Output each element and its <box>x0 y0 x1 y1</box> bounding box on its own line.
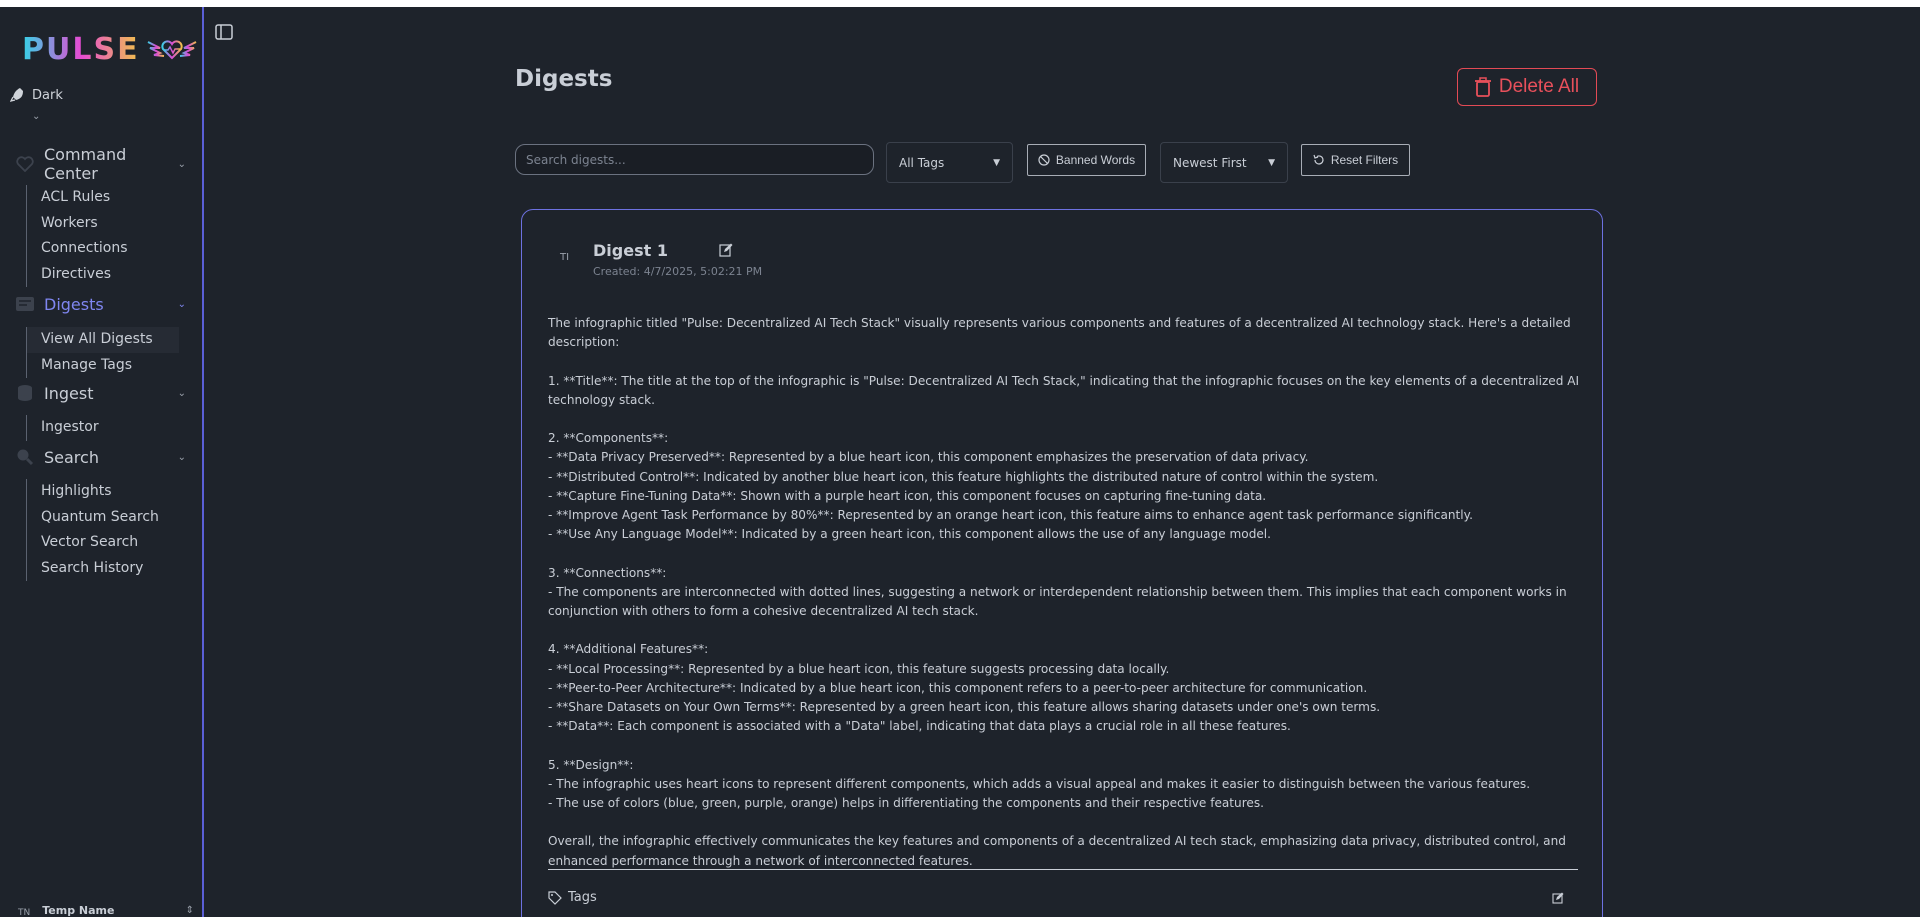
sidebar-item-highlights[interactable]: Highlights <box>41 483 112 499</box>
pulse-logo[interactable] <box>22 29 198 69</box>
line-gap <box>548 544 1580 563</box>
sidebar-section-command-center[interactable] <box>14 145 192 183</box>
page-title: Digests <box>515 66 613 92</box>
section-label: Command Center <box>44 145 127 183</box>
ban-icon <box>1038 154 1050 166</box>
theme-label: Dark <box>32 87 63 103</box>
sidebar-section-digests[interactable] <box>14 291 192 317</box>
digest-line: 4. **Additional Features**: <box>548 642 709 657</box>
reset-icon <box>1313 154 1325 166</box>
command-center-items <box>26 185 179 287</box>
digest-line: - **Share Datasets on Your Own Terms**: Represented by a green heart icon, this feature allows sharing datasets under one's own terms. <box>548 700 1381 714</box>
digest-body <box>548 314 1580 871</box>
digest-line: 3. **Connections**: <box>548 565 667 580</box>
sidebar-item-acl-rules[interactable]: ACL Rules <box>41 189 111 205</box>
chevron-down-icon: ⌄ <box>177 451 186 463</box>
reset-filters-label: Reset Filters <box>1330 153 1399 167</box>
chevron-down-icon: ⌄ <box>177 298 186 310</box>
digest-card <box>521 209 1603 917</box>
tags-filter-value: All Tags <box>899 155 945 170</box>
sidebar-item-workers[interactable]: Workers <box>41 214 98 231</box>
digest-avatar: TI <box>560 252 570 263</box>
search-items <box>26 479 179 581</box>
line-gap <box>548 621 1580 640</box>
user-name: Temp Name <box>42 903 115 917</box>
avatar: TN <box>18 908 31 917</box>
heart-outline-icon <box>14 153 36 175</box>
digest-line: - The components are interconnected with dotted lines, suggesting a network or interdependent relationship between them. This implies that each component works in conjunction with others to form a cohesive decentralized AI tech stack. <box>548 584 1567 618</box>
sidebar-item-vector-search[interactable]: Vector Search <box>41 534 139 550</box>
sidebar <box>0 7 204 917</box>
digest-line: 2. **Components**: <box>548 431 669 446</box>
section-label: Digests <box>44 294 104 314</box>
banned-words-button[interactable] <box>1027 144 1146 176</box>
digest-line: 1. **Title**: The title at the top of the infographic is "Pulse: Decentralized AI Tech Stack," indicating that the infographic focuses on the key elements of a decentralized AI technology stack. <box>548 373 1580 407</box>
search-icon <box>14 446 36 468</box>
trash-icon <box>1475 77 1491 97</box>
sidebar-item-manage-tags[interactable]: Manage Tags <box>41 356 133 373</box>
digest-icon <box>14 293 36 315</box>
rocket-icon <box>10 87 24 103</box>
delete-all-button[interactable] <box>1457 68 1597 106</box>
line-gap <box>548 736 1580 755</box>
digest-line: - The use of colors (blue, green, purple, orange) helps in differentiating the components and their respective features. <box>548 796 1265 810</box>
sidebar-item-view-all-digests[interactable]: View All Digests <box>27 327 179 353</box>
chevron-up-down-icon: ⇕ <box>185 904 194 916</box>
digest-line: Overall, the infographic effectively communicates the key features and components of a decentralized AI tech stack, emphasizing data privacy, distributed control, and enhanced performance through a network of interconnected features. <box>548 834 1566 868</box>
logo-text: PULSE <box>22 31 140 67</box>
theme-chevron-down-icon[interactable]: ⌄ <box>32 111 41 122</box>
tag-icon <box>548 891 562 905</box>
digest-line: - **Use Any Language Model**: Indicated by a green heart icon, this component allows the use of any language model. <box>548 527 1272 542</box>
digest-line: The infographic titled "Pulse: Decentralized AI Tech Stack" visually represents various components and features of a decentralized AI technology stack. Here's a detailed description: <box>548 316 1571 350</box>
browser-top-strip <box>0 0 1920 7</box>
digest-tags <box>548 890 597 905</box>
sidebar-item-connections[interactable]: Connections <box>41 240 128 256</box>
chevron-down-icon: ⌄ <box>177 158 186 170</box>
sort-order-dropdown[interactable] <box>1160 142 1288 183</box>
search-digests-input[interactable] <box>526 153 873 167</box>
caret-down-icon: ▼ <box>1268 157 1275 168</box>
digest-created-date: Created: 4/7/2025, 5:02:21 PM <box>593 265 763 278</box>
tags-filter-dropdown[interactable] <box>886 142 1013 183</box>
ingest-items <box>26 415 179 441</box>
line-gap <box>548 410 1580 429</box>
banned-words-label: Banned Words <box>1055 153 1136 167</box>
digest-line: 5. **Design**: <box>548 757 634 772</box>
digest-title: Digest 1 <box>593 241 668 260</box>
chevron-down-icon: ⌄ <box>177 387 186 399</box>
digest-line: - **Capture Fine-Tuning Data**: Shown with a purple heart icon, this component focuses on capturing fine-tuning data. <box>548 488 1267 503</box>
digest-line: - **Data**: Each component is associated with a "Data" label, indicating that data plays a crucial role in all these features. <box>548 719 1291 734</box>
theme-selector[interactable] <box>10 87 63 103</box>
tags-label: Tags <box>568 890 597 905</box>
delete-all-label: Delete All <box>1498 76 1580 97</box>
sidebar-section-ingest[interactable] <box>14 380 192 406</box>
edit-icon[interactable] <box>719 243 733 257</box>
digest-line: - **Data Privacy Preserved**: Represented by a blue heart icon, this component emphasizes the preservation of data privacy. <box>548 450 1309 465</box>
caret-down-icon: ▼ <box>993 157 1000 168</box>
section-label: Search <box>44 447 99 467</box>
sort-order-value: Newest First <box>1173 155 1247 170</box>
edit-tags-icon[interactable] <box>1552 892 1564 904</box>
sidebar-section-search[interactable] <box>14 444 192 470</box>
sidebar-item-directives[interactable]: Directives <box>41 265 111 282</box>
sidebar-toggle-icon[interactable] <box>214 22 234 42</box>
digest-line: - **Local Processing**: Represented by a blue heart icon, this feature suggests processing data locally. <box>548 661 1170 676</box>
section-label: Ingest <box>44 383 94 403</box>
search-digests-field[interactable] <box>515 144 874 175</box>
line-gap <box>548 352 1580 371</box>
sidebar-item-quantum-search[interactable]: Quantum Search <box>41 508 159 525</box>
card-divider <box>548 869 1578 870</box>
digest-line: - **Peer-to-Peer Architecture**: Indicated by a blue heart icon, this component refers to a peer-to-peer architecture for communication. <box>548 680 1368 695</box>
database-icon <box>14 382 36 404</box>
sidebar-item-ingestor[interactable]: Ingestor <box>41 419 99 435</box>
digest-line: - **Distributed Control**: Indicated by another blue heart icon, this feature highlights the distributed nature of control within the system. <box>548 469 1379 484</box>
sidebar-item-search-history[interactable]: Search History <box>41 559 144 576</box>
reset-filters-button[interactable] <box>1301 144 1410 176</box>
digest-line: - The infographic uses heart icons to represent different components, which adds a visual appeal and makes it easier to distinguish between the various features. <box>548 776 1531 791</box>
user-menu[interactable] <box>18 900 194 917</box>
winged-heart-icon <box>146 36 198 62</box>
digest-line: - **Improve Agent Task Performance by 80%**: Represented by an orange heart icon, this feature aims to enhance agent task performance significantly. <box>548 508 1473 522</box>
line-gap <box>548 813 1580 832</box>
digests-items <box>26 327 179 378</box>
